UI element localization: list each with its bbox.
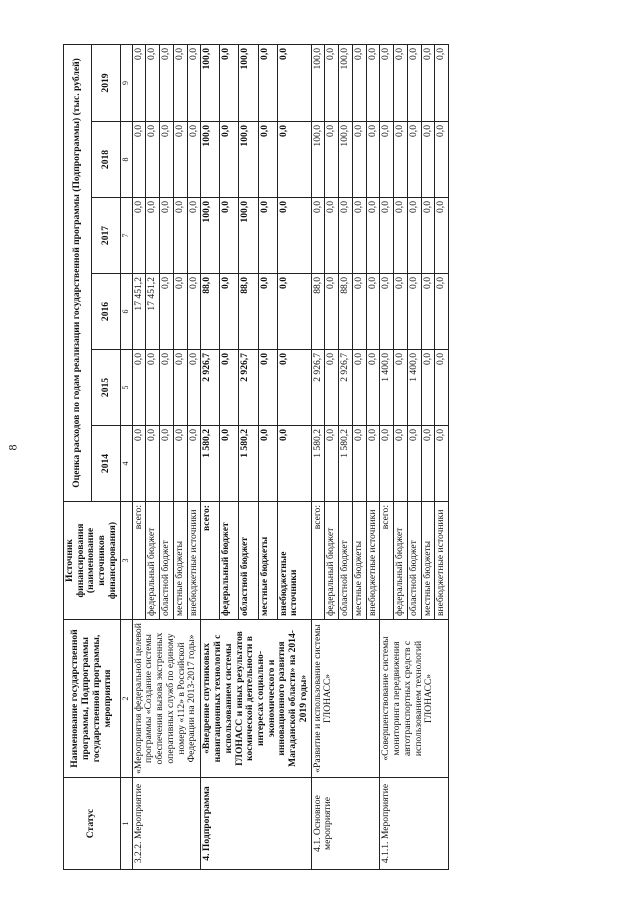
value-cell: 100,0 <box>239 44 258 121</box>
value-cell: 0,0 <box>366 198 380 274</box>
value-cell: 0,0 <box>187 44 201 121</box>
budget-table <box>63 44 449 870</box>
value-cell: 0,0 <box>352 274 366 350</box>
status-cell: 4. Подпрограмма <box>201 778 311 870</box>
value-cell: 0,0 <box>421 198 435 274</box>
header-year: 2014 <box>92 426 120 502</box>
value-cell: 88,0 <box>339 274 353 350</box>
value-cell: 0,0 <box>258 350 277 426</box>
value-cell: 0,0 <box>352 426 366 502</box>
value-cell: 0,0 <box>435 274 449 350</box>
value-cell: 0,0 <box>132 198 146 274</box>
header-row <box>64 44 92 869</box>
value-cell: 0,0 <box>407 44 421 121</box>
value-cell: 0,0 <box>173 350 187 426</box>
value-cell: 100,0 <box>201 44 220 121</box>
value-cell: 0,0 <box>394 426 408 502</box>
value-cell: 0,0 <box>435 198 449 274</box>
value-cell: 0,0 <box>277 350 311 426</box>
value-cell: 0,0 <box>435 426 449 502</box>
value-cell: 0,0 <box>366 44 380 121</box>
value-cell: 0,0 <box>146 426 160 502</box>
header-year: 2016 <box>92 274 120 350</box>
value-cell: 0,0 <box>277 274 311 350</box>
value-cell: 100,0 <box>311 44 325 121</box>
value-cell: 100,0 <box>201 122 220 198</box>
value-cell: 0,0 <box>160 122 174 198</box>
funding-source-cell: внебюджетные источники <box>366 502 380 620</box>
value-cell: 100,0 <box>339 44 353 121</box>
value-cell: 0,0 <box>187 274 201 350</box>
value-cell: 0,0 <box>380 122 394 198</box>
value-cell: 0,0 <box>366 122 380 198</box>
value-cell: 0,0 <box>352 44 366 121</box>
funding-source-cell: местные бюджеты <box>173 502 187 620</box>
table-row <box>311 44 325 869</box>
value-cell: 0,0 <box>325 426 339 502</box>
value-cell: 0,0 <box>421 44 435 121</box>
value-cell: 0,0 <box>380 44 394 121</box>
funding-source-cell: федеральный бюджет <box>220 502 239 620</box>
status-cell: 4.1.1. Мероприятие <box>380 778 449 870</box>
value-cell: 0,0 <box>187 350 201 426</box>
header-year: 2015 <box>92 350 120 426</box>
table-row <box>201 44 220 869</box>
value-cell: 0,0 <box>407 198 421 274</box>
header-status: Статус <box>64 778 121 870</box>
table-row <box>132 44 146 869</box>
value-cell: 100,0 <box>339 122 353 198</box>
column-index: 3 <box>120 502 132 620</box>
table-row <box>380 44 394 869</box>
value-cell: 0,0 <box>421 350 435 426</box>
column-index: 2 <box>120 620 132 778</box>
value-cell: 0,0 <box>187 122 201 198</box>
value-cell: 0,0 <box>325 274 339 350</box>
value-cell: 0,0 <box>277 122 311 198</box>
column-index: 4 <box>120 426 132 502</box>
value-cell: 0,0 <box>220 426 239 502</box>
value-cell: 100,0 <box>311 122 325 198</box>
value-cell: 0,0 <box>132 350 146 426</box>
status-cell: 3.2.2. Мероприятие <box>132 778 201 870</box>
value-cell: 0,0 <box>220 44 239 121</box>
value-cell: 0,0 <box>146 350 160 426</box>
funding-source-cell: областной бюджет <box>239 502 258 620</box>
value-cell: 0,0 <box>352 122 366 198</box>
value-cell: 0,0 <box>220 274 239 350</box>
program-name-cell: «Мероприятия федеральной целевой программы «Создание системы обеспечения вызова экстренных оперативных служб по единому номеру «112» в Российской Федерации на 2013-2017 годы» <box>132 620 201 778</box>
value-cell: 0,0 <box>380 198 394 274</box>
value-cell: 0,0 <box>220 198 239 274</box>
header-source: Источник финансирования (наименование источников финансирования) <box>64 502 121 620</box>
value-cell: 100,0 <box>239 198 258 274</box>
value-cell: 0,0 <box>380 274 394 350</box>
value-cell: 100,0 <box>201 198 220 274</box>
funding-source-cell: федеральный бюджет <box>146 502 160 620</box>
value-cell: 0,0 <box>421 122 435 198</box>
value-cell: 2 926,7 <box>311 350 325 426</box>
funding-source-cell: всего: <box>380 502 394 620</box>
value-cell: 0,0 <box>146 122 160 198</box>
column-index: 6 <box>120 274 132 350</box>
value-cell: 0,0 <box>258 274 277 350</box>
column-index: 8 <box>120 122 132 198</box>
rotated-table-container <box>63 45 609 870</box>
value-cell: 0,0 <box>173 426 187 502</box>
value-cell: 0,0 <box>187 198 201 274</box>
funding-source-cell: местные бюджеты <box>258 502 277 620</box>
value-cell: 0,0 <box>220 122 239 198</box>
funding-source-cell: внебюджетные источники <box>435 502 449 620</box>
value-cell: 0,0 <box>407 122 421 198</box>
table-body <box>132 44 448 869</box>
value-cell: 0,0 <box>173 274 187 350</box>
value-cell: 0,0 <box>160 198 174 274</box>
program-name-cell: «Развитие и использование системы ГЛОНАСС» <box>311 620 380 778</box>
value-cell: 100,0 <box>239 122 258 198</box>
value-cell: 0,0 <box>366 274 380 350</box>
funding-source-cell: федеральный бюджет <box>325 502 339 620</box>
value-cell: 0,0 <box>277 44 311 121</box>
value-cell: 17 451,2 <box>146 274 160 350</box>
value-cell: 0,0 <box>173 122 187 198</box>
value-cell: 0,0 <box>421 274 435 350</box>
value-cell: 88,0 <box>201 274 220 350</box>
column-index: 9 <box>120 44 132 121</box>
funding-source-cell: областной бюджет <box>160 502 174 620</box>
value-cell: 0,0 <box>173 44 187 121</box>
value-cell: 0,0 <box>258 122 277 198</box>
value-cell: 2 926,7 <box>201 350 220 426</box>
value-cell: 0,0 <box>132 44 146 121</box>
value-cell: 1 580,2 <box>311 426 325 502</box>
value-cell: 0,0 <box>132 426 146 502</box>
funding-source-cell: областной бюджет <box>339 502 353 620</box>
value-cell: 0,0 <box>394 122 408 198</box>
value-cell: 1 400,0 <box>380 350 394 426</box>
funding-source-cell: внебюджетные источники <box>187 502 201 620</box>
value-cell: 0,0 <box>380 426 394 502</box>
value-cell: 1 580,2 <box>239 426 258 502</box>
value-cell: 0,0 <box>160 274 174 350</box>
value-cell: 0,0 <box>421 426 435 502</box>
value-cell: 2 926,7 <box>239 350 258 426</box>
value-cell: 0,0 <box>220 350 239 426</box>
header-name: Наименование государственной программы, Подпрограммы государственной программы, мероприятия <box>64 620 121 778</box>
header-year: 2017 <box>92 198 120 274</box>
value-cell: 0,0 <box>435 350 449 426</box>
value-cell: 0,0 <box>173 198 187 274</box>
column-index-row <box>120 44 132 869</box>
value-cell: 0,0 <box>352 350 366 426</box>
funding-source-cell: федеральный бюджет <box>394 502 408 620</box>
value-cell: 0,0 <box>325 350 339 426</box>
value-cell: 0,0 <box>146 44 160 121</box>
program-name-cell: «Внедрение спутниковых навигационных технологий с использованием системы ГЛОНАСС и иных результатов космической деятельности в интересах социально-экономического и инновационного развития Магаданской области» на 2014-2019 годы» <box>201 620 311 778</box>
value-cell: 0,0 <box>394 350 408 426</box>
value-cell: 17 451,2 <box>132 274 146 350</box>
value-cell: 0,0 <box>325 122 339 198</box>
value-cell: 1 580,2 <box>201 426 220 502</box>
value-cell: 0,0 <box>146 198 160 274</box>
funding-source-cell: местные бюджеты <box>352 502 366 620</box>
value-cell: 0,0 <box>277 426 311 502</box>
value-cell: 1 580,2 <box>339 426 353 502</box>
value-cell: 0,0 <box>435 44 449 121</box>
value-cell: 0,0 <box>325 44 339 121</box>
value-cell: 0,0 <box>394 274 408 350</box>
value-cell: 0,0 <box>311 198 325 274</box>
program-name-cell: «Совершенствование системы мониторинга передвижения автотранспортных средств с использованием технологий ГЛОНАСС» <box>380 620 449 778</box>
value-cell: 0,0 <box>435 122 449 198</box>
column-index: 5 <box>120 350 132 426</box>
value-cell: 0,0 <box>352 198 366 274</box>
value-cell: 88,0 <box>239 274 258 350</box>
value-cell: 0,0 <box>366 350 380 426</box>
column-index: 1 <box>120 778 132 870</box>
value-cell: 0,0 <box>407 426 421 502</box>
value-cell: 0,0 <box>325 198 339 274</box>
funding-source-cell: всего: <box>132 502 146 620</box>
header-year: 2018 <box>92 122 120 198</box>
value-cell: 2 926,7 <box>339 350 353 426</box>
funding-source-cell: всего: <box>201 502 220 620</box>
value-cell: 0,0 <box>407 274 421 350</box>
header-estimate: Оценка расходов по годам реализации государственной программы (Подпрограммы) (тыс. рублей) <box>64 44 92 501</box>
funding-source-cell: внебюджетные источники <box>277 502 311 620</box>
value-cell: 0,0 <box>366 426 380 502</box>
page-number: 8 <box>5 444 20 451</box>
funding-source-cell: местные бюджеты <box>421 502 435 620</box>
value-cell: 0,0 <box>160 44 174 121</box>
value-cell: 0,0 <box>132 122 146 198</box>
value-cell: 0,0 <box>277 198 311 274</box>
value-cell: 1 400,0 <box>407 350 421 426</box>
column-index: 7 <box>120 198 132 274</box>
value-cell: 0,0 <box>258 44 277 121</box>
funding-source-cell: всего: <box>311 502 325 620</box>
value-cell: 0,0 <box>339 198 353 274</box>
value-cell: 0,0 <box>394 44 408 121</box>
status-cell: 4.1. Основное мероприятие <box>311 778 380 870</box>
funding-source-cell: областной бюджет <box>407 502 421 620</box>
header-year: 2019 <box>92 44 120 121</box>
value-cell: 0,0 <box>394 198 408 274</box>
value-cell: 88,0 <box>311 274 325 350</box>
value-cell: 0,0 <box>160 426 174 502</box>
value-cell: 0,0 <box>258 426 277 502</box>
value-cell: 0,0 <box>258 198 277 274</box>
value-cell: 0,0 <box>187 426 201 502</box>
value-cell: 0,0 <box>160 350 174 426</box>
